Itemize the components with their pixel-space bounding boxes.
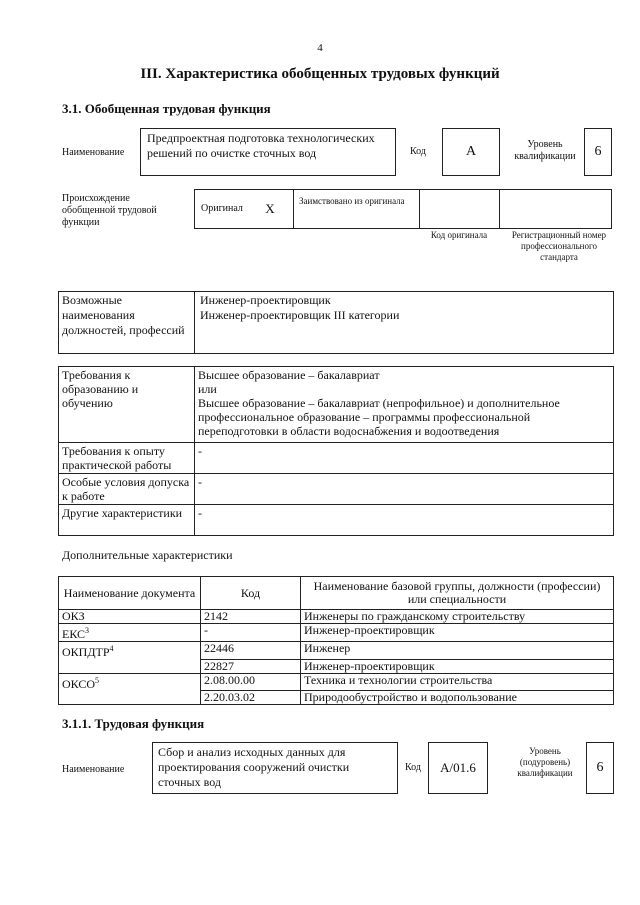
gtf-origin-table (194, 189, 612, 229)
gtf-orig-code-caption: Код оригинала (430, 230, 488, 240)
code-cell: 2.08.00.00 (201, 673, 301, 691)
tf-level-value: 6 (586, 742, 614, 794)
tf-code-value: A/01.6 (428, 742, 488, 794)
additional-title: Дополнительные характеристики (62, 548, 233, 562)
gtf-code-label: Код (410, 146, 426, 157)
name-cell: Инженер-проектировщик (301, 624, 614, 642)
position-item: Инженер-проектировщик III категории (200, 308, 400, 322)
positions-table (58, 291, 614, 354)
footnote-ref: 3 (85, 626, 90, 635)
gtf-name-value: Предпроектная подготовка технологических решений по очистке сточных вод (140, 128, 396, 176)
tf-heading: 3.1.1. Трудовая функция (62, 716, 205, 731)
col-header-code: Код (201, 577, 301, 610)
col-header-name: Наименование базовой группы, должности (профессии) или специальности (301, 577, 614, 610)
tf-name-value: Сбор и анализ исходных данных для проектирования сооружений очистки сточных вод (152, 742, 398, 794)
gtf-code-value: A (442, 128, 500, 176)
gtf-borrowed-label: Заимствовано из оригинала (299, 196, 405, 206)
additional-table (58, 576, 614, 705)
requirement-value: - (195, 443, 614, 474)
page-number: 4 (317, 42, 323, 54)
name-cell: Инженер (301, 642, 614, 660)
section-title: III. Характеристика обобщенных трудовых функций (140, 66, 500, 82)
position-item: Инженер-проектировщик (200, 293, 331, 307)
footnote-ref: 5 (95, 675, 100, 685)
name-cell: Инженер-проектировщик (301, 659, 614, 673)
name-cell: Природообустройство и водопользование (301, 691, 614, 705)
requirement-value: Высшее образование – бакалавриат или Высшее образование – бакалавриат (непрофильное) и дополнительное профессиональное образование – программы профессиональной переподготовки в области водоснабжения и водоотведения (195, 367, 614, 443)
gtf-level-value: 6 (584, 128, 612, 176)
tf-code-label: Код (405, 762, 421, 773)
footnote-ref: 4 (109, 644, 114, 653)
code-cell: 22446 (201, 642, 301, 660)
doc-cell: ЕКС$^3$ (59, 624, 201, 642)
tf-level-label: Уровень (подуровень) квалификации (517, 746, 573, 778)
doc-cell (59, 691, 201, 705)
doc-cell: ОКЗ (59, 610, 201, 624)
requirement-value: - (195, 505, 614, 536)
requirement-label: Требования к опыту практической работы (59, 443, 195, 474)
gtf-origin-label: Происхождение обобщенной трудовой функции (62, 193, 157, 228)
doc-cell: ОКПДТР$^4$ (59, 642, 201, 660)
requirement-value: - (195, 474, 614, 505)
gtf-heading: 3.1. Обобщенная трудовая функция (62, 101, 271, 116)
gtf-level-label: Уровень квалификации (514, 139, 576, 162)
tf-name-label: Наименование (62, 764, 125, 775)
code-cell: 2.20.03.02 (201, 691, 301, 705)
code-cell: 22827 (201, 659, 301, 673)
name-cell: Инженеры по гражданскому строительству (301, 610, 614, 624)
gtf-original-label: Оригинал (201, 203, 243, 214)
doc-cell (59, 659, 201, 673)
doc-cell: ОКСО$^5$ (59, 673, 201, 691)
requirement-label: Требования к образованию и обучению (59, 367, 195, 443)
gtf-name-label: Наименование (62, 147, 125, 158)
positions-label: Возможные наименования должностей, профессий (62, 293, 185, 337)
col-header-document: Наименование документа (59, 577, 201, 610)
code-cell: - (201, 624, 301, 642)
requirement-label: Особые условия допуска к работе (59, 474, 195, 505)
code-cell: 2142 (201, 610, 301, 624)
requirements-table (58, 366, 614, 536)
requirement-label: Другие характеристики (59, 505, 195, 536)
gtf-original-mark: X (265, 201, 275, 216)
gtf-reg-number-caption: Регистрационный номер профессионального стандарта (511, 230, 607, 262)
name-cell: Техника и технологии строительства (301, 673, 614, 691)
